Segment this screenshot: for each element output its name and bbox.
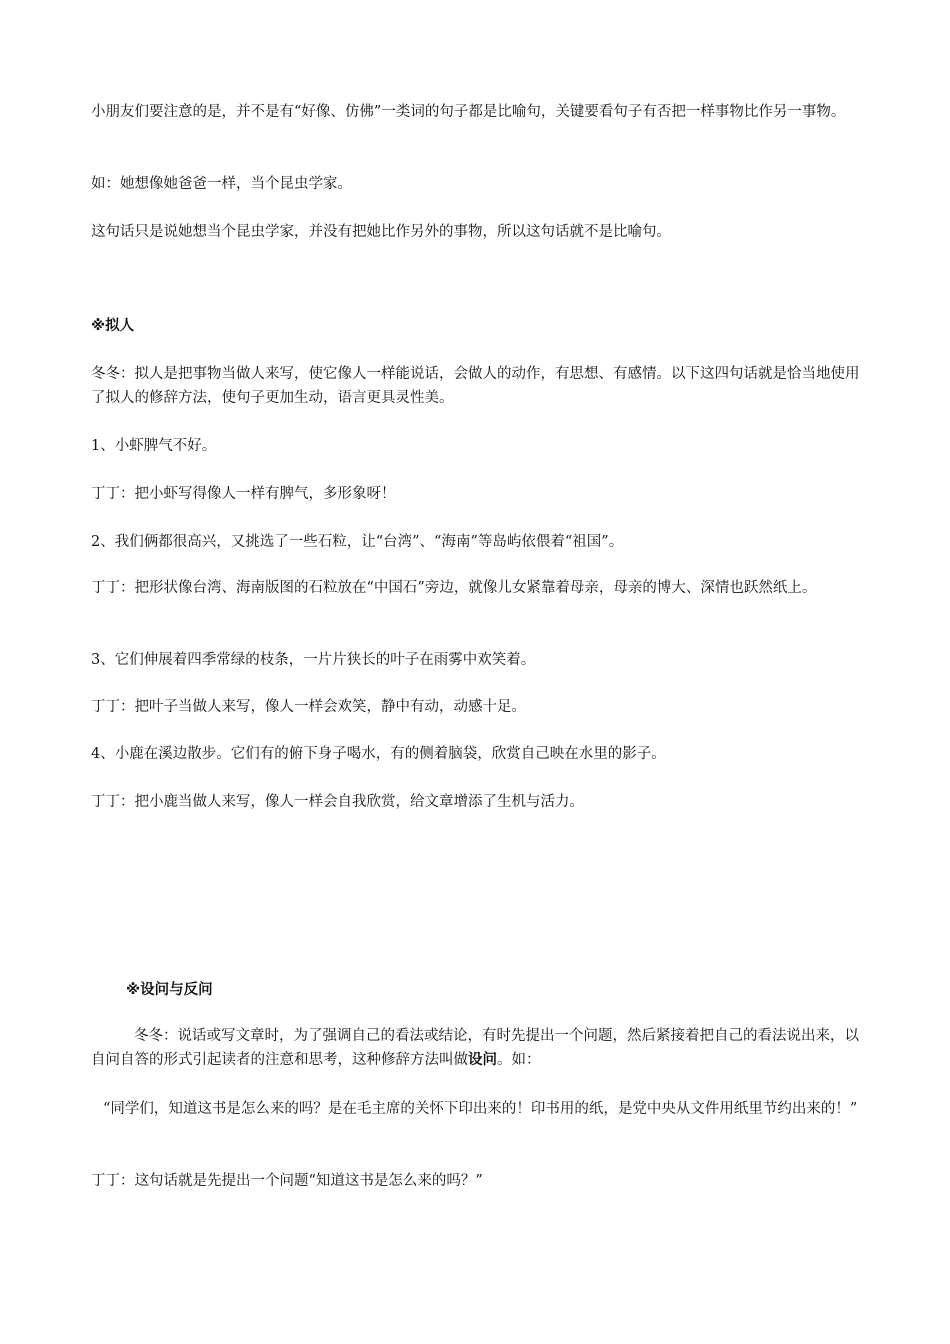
personification-sentence-3: 3、它们伸展着四季常绿的枝条，一片片狭长的叶子在雨雾中欢笑着。 — [91, 652, 536, 668]
question-intro-term: 设问 — [468, 1051, 497, 1068]
question-intro — [91, 1024, 863, 1072]
personification-sentence-2: 2、我们俩都很高兴，又挑选了一些石粒，让“台湾”、“海南”等岛屿依偎着“祖国”。 — [91, 534, 624, 550]
personification-comment-2: 丁丁：把形状像台湾、海南版图的石粒放在“中国石”旁边，就像儿女紧靠着母亲，母亲的博大、深情也跃然纸上。 — [91, 580, 817, 596]
question-intro-text: 冬冬：说话或写文章时，为了强调自己的看法或结论，有时先提出一个问题，然后紧接着把自己的看法说出来，以自问自答的形式引起读者的注意和思考，这种修辞方法叫做 — [91, 1028, 859, 1068]
question-comment: 丁丁：这句话就是先提出一个问题“知道这书是怎么来的吗？” — [91, 1173, 483, 1189]
metaphor-example: 如：她想像她爸爸一样，当个昆虫学家。 — [91, 176, 352, 192]
personification-sentence-4: 4、小鹿在溪边散步。它们有的俯下身子喝水，有的侧着脑袋，欣赏自己映在水里的影子。 — [91, 746, 666, 762]
question-intro-tail: 。如： — [497, 1052, 541, 1068]
metaphor-note: 小朋友们要注意的是，并不是有“好像、仿佛”一类词的句子都是比喻句，关键要看句子有否把一样事物比作另一事物。 — [91, 104, 846, 120]
question-quote: “同学们，知道这书是怎么来的吗？是在毛主席的关怀下印出来的！印书用的纸，是党中央从文件用纸里节约出来的！” — [103, 1101, 858, 1117]
question-heading: ※设问与反问 — [126, 982, 213, 998]
personification-heading: ※拟人 — [91, 318, 135, 334]
personification-sentence-1: 1、小虾脾气不好。 — [91, 438, 217, 454]
personification-comment-1: 丁丁：把小虾写得像人一样有脾气，多形象呀！ — [91, 486, 396, 502]
metaphor-explanation: 这句话只是说她想当个昆虫学家，并没有把她比作另外的事物，所以这句话就不是比喻句。 — [91, 224, 671, 240]
personification-intro: 冬冬：拟人是把事物当做人来写，使它像人一样能说话，会做人的动作，有思想、有感情。以下这四句话就是恰当地使用了拟人的修辞方法，使句子更加生动，语言更具灵性美。 — [91, 366, 860, 406]
personification-comment-4: 丁丁：把小鹿当做人来写，像人一样会自我欣赏，给文章增添了生机与活力。 — [91, 794, 584, 810]
personification-comment-3: 丁丁：把叶子当做人来写，像人一样会欢笑，静中有动，动感十足。 — [91, 699, 526, 715]
